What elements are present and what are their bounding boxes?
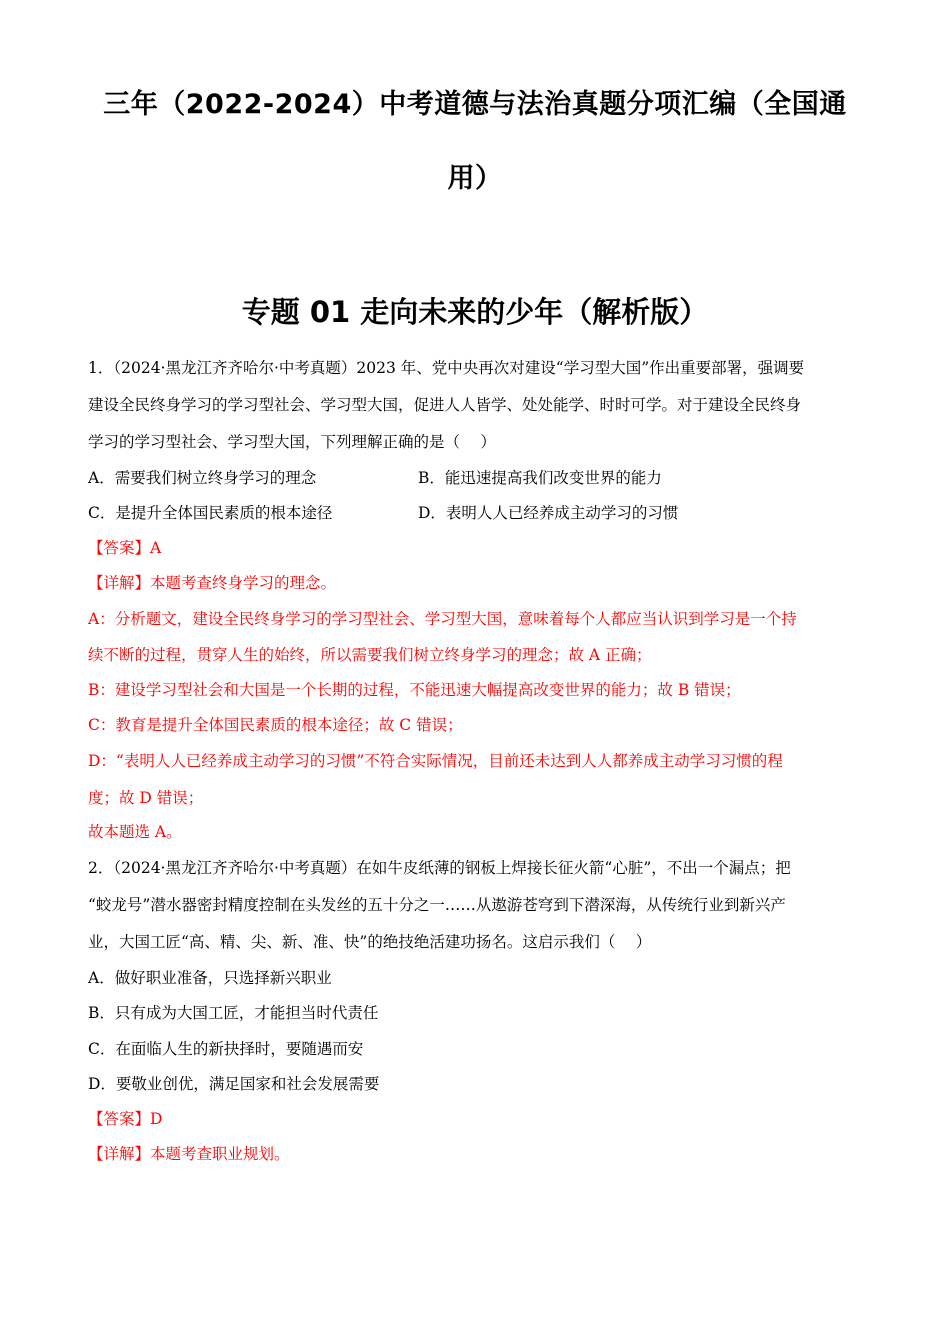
q1-option-c: C．是提升全体国民素质的根本途径 (88, 504, 333, 522)
q2-option-b: B．只有成为大国工匠，才能担当时代责任 (88, 1004, 379, 1022)
document-title-line1: 三年（2022-2024）中考道德与法治真题分项汇编（全国通 (103, 89, 847, 120)
q2-option-c: C．在面临人生的新抉择时，要随遇而安 (88, 1040, 364, 1058)
q1-conclusion: 故本题选 A。 (88, 823, 182, 841)
document-title-line2: 用） (447, 163, 503, 194)
q1-stem-line2: 建设全民终身学习的学习型社会、学习型大国，促进人人皆学、处处能学、时时可学。对于建设全民终身 (88, 396, 802, 414)
q1-explanation-a-line2: 续不断的过程，贯穿人生的始终，所以需要我们树立终身学习的理念；故 A 正确； (88, 646, 652, 664)
q1-stem-line3: 学习的学习型社会、学习型大国，下列理解正确的是（ ） (88, 433, 496, 451)
q2-option-a: A．做好职业准备，只选择新兴职业 (88, 969, 332, 987)
q1-option-d: D．表明人人已经养成主动学习的习惯 (418, 504, 679, 522)
q1-explanation-d-line2: 度；故 D 错误； (88, 789, 204, 807)
q2-stem-line2: “蛟龙号”潜水器密封精度控制在头发丝的五十分之一……从遨游苍穹到下潜深海，从传统行业到新兴产 (88, 896, 786, 914)
q2-answer: 【答案】D (88, 1110, 163, 1128)
q1-answer: 【答案】A (88, 539, 162, 557)
q2-stem-line3: 业，大国工匠“高、精、尖、新、准、快”的绝技绝活建功扬名。这启示我们（ ） (88, 933, 652, 951)
q1-option-a: A．需要我们树立终身学习的理念 (88, 469, 317, 487)
q1-explanation-c: C：教育是提升全体国民素质的根本途径；故 C 错误； (88, 716, 463, 734)
q1-stem-line1: 1．（2024·黑龙江齐齐哈尔·中考真题）2023 年、党中央再次对建设“学习型大国”作出重要部署，强调要 (88, 359, 805, 377)
q1-option-b: B．能迅速提高我们改变世界的能力 (418, 469, 662, 487)
q2-stem-line1: 2．（2024·黑龙江齐齐哈尔·中考真题）在如牛皮纸薄的钢板上焊接长征火箭“心脏”，不出一个漏点；把 (88, 859, 791, 877)
q2-option-d: D．要敬业创优，满足国家和社会发展需要 (88, 1075, 380, 1093)
q2-detail: 【详解】本题考查职业规划。 (88, 1145, 290, 1163)
q1-explanation-b: B：建设学习型社会和大国是一个长期的过程，不能迅速大幅提高改变世界的能力；故 B 错误； (88, 681, 741, 699)
q1-explanation-a-line1: A：分析题文，建设全民终身学习的学习型社会、学习型大国，意味着每个人都应当认识到学习是一个持 (88, 610, 797, 628)
q1-explanation-d-line1: D：“表明人人已经养成主动学习的习惯”不符合实际情况，目前还未达到人人都养成主动学习习惯的程 (88, 752, 783, 770)
topic-title: 专题 01 走向未来的少年（解析版） (241, 295, 709, 329)
q1-detail: 【详解】本题考查终身学习的理念。 (88, 574, 337, 592)
